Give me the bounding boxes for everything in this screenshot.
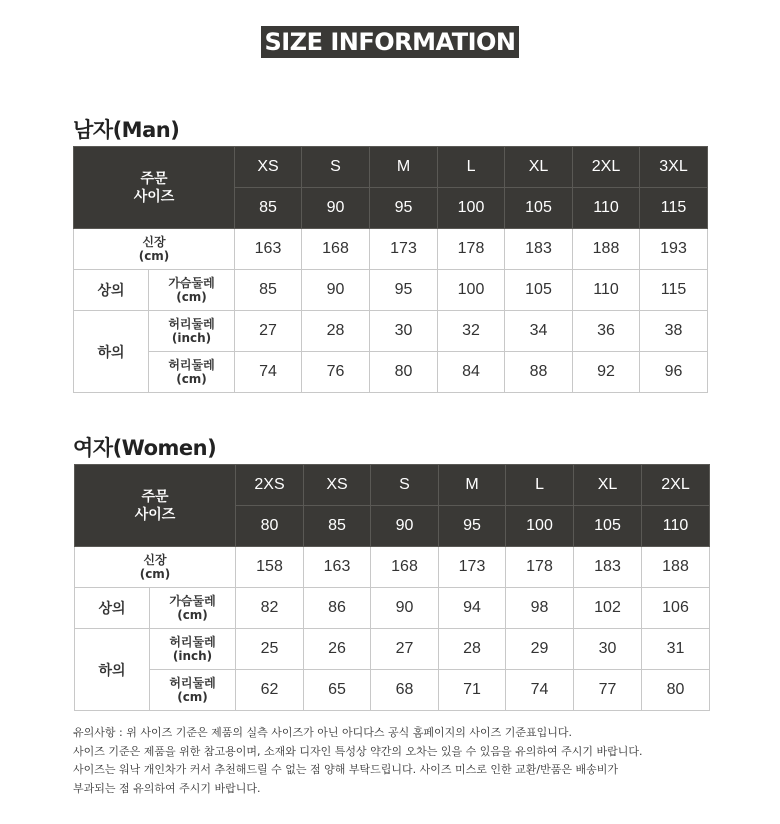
- order-size-header: 주문 사이즈: [75, 465, 236, 547]
- table-cell: 27: [371, 629, 439, 670]
- men-size-table: [73, 146, 708, 393]
- size-label-cell: S: [302, 147, 370, 188]
- men-section-title: 남자(Man): [73, 118, 180, 142]
- table-cell: 77: [574, 670, 642, 711]
- waist-inch-label: 허리둘레 (inch): [149, 311, 235, 352]
- size-number-cell: 100: [506, 506, 574, 547]
- table-cell: 178: [506, 547, 574, 588]
- table-cell: 94: [439, 588, 506, 629]
- top-group-label: 상의: [74, 270, 149, 311]
- table-cell: 173: [439, 547, 506, 588]
- table-cell: 100: [438, 270, 505, 311]
- table-cell: 38: [640, 311, 708, 352]
- table-cell: 84: [438, 352, 505, 393]
- table-cell: 193: [640, 229, 708, 270]
- size-number-cell: 105: [505, 188, 573, 229]
- note-line: 사이즈는 워낙 개인차가 커서 추천해드릴 수 없는 점 양해 부탁드립니다. 사이즈 미스로 인한 교환/반품은 배송비가: [73, 763, 618, 776]
- note-line: 사이즈 기준은 제품을 위한 참고용이며, 소재와 디자인 특성상 약간의 오차는 있을 수 있음을 유의하여 주시기 바랍니다.: [73, 744, 643, 758]
- table-cell: 74: [235, 352, 302, 393]
- size-label-cell: 2XS: [236, 465, 304, 506]
- table-cell: 80: [642, 670, 710, 711]
- size-number-cell: 90: [371, 506, 439, 547]
- table-cell: 30: [574, 629, 642, 670]
- table-cell: 188: [642, 547, 710, 588]
- table-cell: 183: [505, 229, 573, 270]
- table-cell: 105: [505, 270, 573, 311]
- table-cell: 28: [439, 629, 506, 670]
- table-cell: 158: [236, 547, 304, 588]
- table-cell: 95: [370, 270, 438, 311]
- height-label: 신장 (cm): [75, 547, 236, 588]
- size-label-cell: M: [370, 147, 438, 188]
- table-cell: 65: [304, 670, 371, 711]
- table-cell: 173: [370, 229, 438, 270]
- size-label-cell: XL: [505, 147, 573, 188]
- table-cell: 25: [236, 629, 304, 670]
- table-cell: 168: [371, 547, 439, 588]
- size-label-cell: M: [439, 465, 506, 506]
- waist-inch-label: 허리둘레 (inch): [150, 629, 236, 670]
- size-number-cell: 100: [438, 188, 505, 229]
- table-cell: 26: [304, 629, 371, 670]
- table-cell: 106: [642, 588, 710, 629]
- table-cell: 32: [438, 311, 505, 352]
- table-cell: 76: [302, 352, 370, 393]
- chest-label: 가슴둘레 (cm): [150, 588, 236, 629]
- table-cell: 163: [235, 229, 302, 270]
- size-number-cell: 110: [642, 506, 710, 547]
- women-section-title: 여자(Women): [73, 436, 217, 460]
- table-cell: 115: [640, 270, 708, 311]
- bottom-group-label: 하의: [74, 311, 149, 393]
- table-cell: 188: [573, 229, 640, 270]
- table-cell: 34: [505, 311, 573, 352]
- page-title: SIZE INFORMATION: [261, 26, 518, 58]
- size-label-cell: XS: [304, 465, 371, 506]
- table-cell: 80: [370, 352, 438, 393]
- size-number-cell: 85: [304, 506, 371, 547]
- size-number-cell: 105: [574, 506, 642, 547]
- table-cell: 27: [235, 311, 302, 352]
- size-number-cell: 80: [236, 506, 304, 547]
- table-cell: 90: [371, 588, 439, 629]
- table-cell: 98: [506, 588, 574, 629]
- table-cell: 102: [574, 588, 642, 629]
- table-row: [74, 311, 708, 352]
- table-cell: 36: [573, 311, 640, 352]
- size-label-cell: S: [371, 465, 439, 506]
- size-label-cell: 2XL: [573, 147, 640, 188]
- order-size-header: 주문 사이즈: [74, 147, 235, 229]
- table-cell: 31: [642, 629, 710, 670]
- table-row: [74, 270, 708, 311]
- size-number-cell: 115: [640, 188, 708, 229]
- table-cell: 74: [506, 670, 574, 711]
- size-number-cell: 95: [439, 506, 506, 547]
- table-cell: 110: [573, 270, 640, 311]
- table-row: [75, 670, 710, 711]
- notes: [73, 724, 733, 798]
- table-cell: 90: [302, 270, 370, 311]
- table-row: [75, 465, 710, 506]
- waist-cm-label: 허리둘레 (cm): [149, 352, 235, 393]
- note-line: 부과되는 점 유의하여 주시기 바랍니다.: [73, 781, 261, 795]
- table-cell: 86: [304, 588, 371, 629]
- table-row: [74, 352, 708, 393]
- size-label-cell: 3XL: [640, 147, 708, 188]
- top-group-label: 상의: [75, 588, 150, 629]
- table-cell: 62: [236, 670, 304, 711]
- size-label-cell: L: [438, 147, 505, 188]
- table-cell: 71: [439, 670, 506, 711]
- table-row: [75, 547, 710, 588]
- table-cell: 85: [235, 270, 302, 311]
- table-row: [74, 229, 708, 270]
- size-label-cell: XL: [574, 465, 642, 506]
- table-row: [74, 147, 708, 188]
- size-label-cell: XS: [235, 147, 302, 188]
- table-cell: 82: [236, 588, 304, 629]
- waist-cm-label: 허리둘레 (cm): [150, 670, 236, 711]
- table-cell: 28: [302, 311, 370, 352]
- table-row: [75, 588, 710, 629]
- size-number-cell: 110: [573, 188, 640, 229]
- size-number-cell: 90: [302, 188, 370, 229]
- table-cell: 96: [640, 352, 708, 393]
- size-number-cell: 95: [370, 188, 438, 229]
- note-line: 유의사항 : 위 사이즈 기준은 제품의 실측 사이즈가 아닌 아디다스 공식 홈페이지의 사이즈 기준표입니다.: [73, 726, 572, 739]
- table-cell: 29: [506, 629, 574, 670]
- table-cell: 68: [371, 670, 439, 711]
- table-cell: 88: [505, 352, 573, 393]
- chest-label: 가슴둘레 (cm): [149, 270, 235, 311]
- table-cell: 163: [304, 547, 371, 588]
- table-row: [75, 629, 710, 670]
- height-label: 신장 (cm): [74, 229, 235, 270]
- table-cell: 183: [574, 547, 642, 588]
- size-label-cell: 2XL: [642, 465, 710, 506]
- size-number-cell: 85: [235, 188, 302, 229]
- table-cell: 168: [302, 229, 370, 270]
- size-label-cell: L: [506, 465, 574, 506]
- women-size-table: [74, 464, 710, 711]
- table-cell: 30: [370, 311, 438, 352]
- table-cell: 92: [573, 352, 640, 393]
- bottom-group-label: 하의: [75, 629, 150, 711]
- table-cell: 178: [438, 229, 505, 270]
